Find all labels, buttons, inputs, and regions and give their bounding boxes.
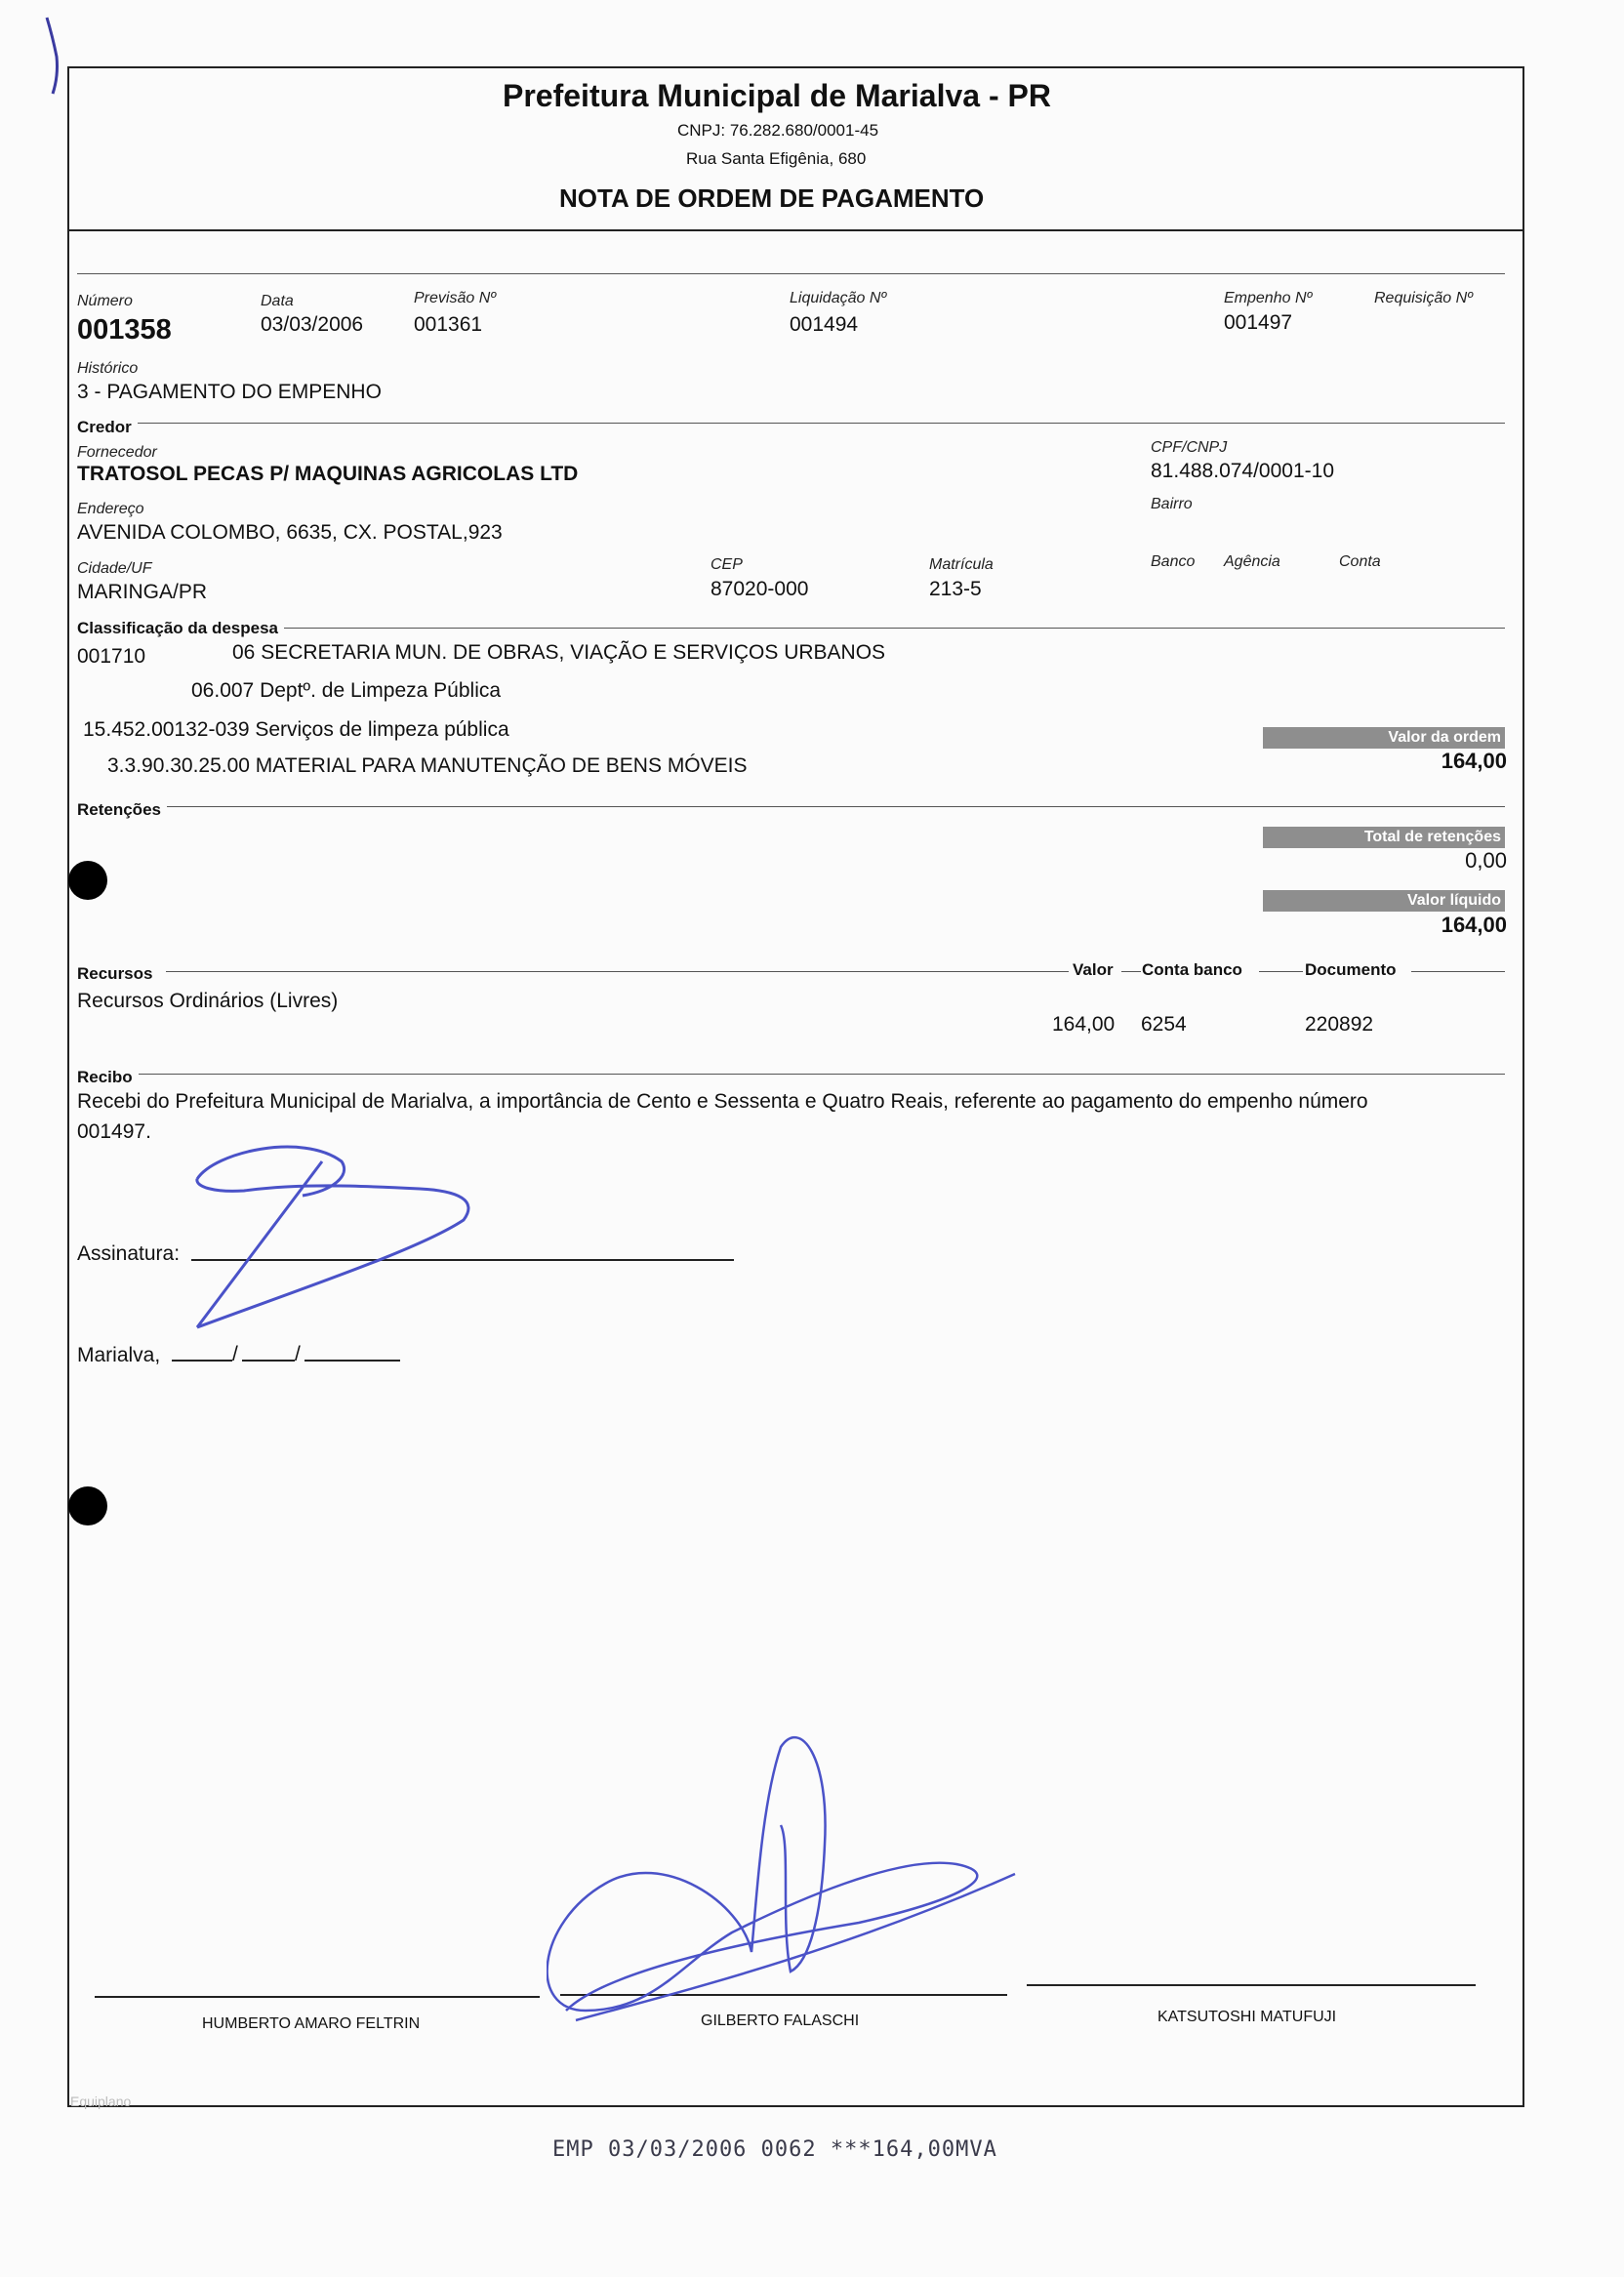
classificacao-natureza: 3.3.90.30.25.00 MATERIAL PARA MANUTENÇÃO DE BENS MÓVEIS xyxy=(107,754,748,777)
classificacao-unidade: 06.007 Deptº. de Limpeza Pública xyxy=(191,679,502,702)
authorizer-signature xyxy=(547,1728,1025,2030)
date-month-blank xyxy=(242,1360,295,1362)
recursos-rule-mid2 xyxy=(1259,971,1303,972)
total-retencoes-header: Total de retenções xyxy=(1263,827,1505,848)
classificacao-orgao: 06 SECRETARIA MUN. DE OBRAS, VIAÇÃO E SERVIÇOS URBANOS xyxy=(232,641,886,664)
recursos-section-title: Recursos xyxy=(77,964,158,984)
liquidacao-label: Liquidação Nº xyxy=(790,290,887,306)
credor-section-title: Credor xyxy=(77,418,138,437)
signatory-name-2: GILBERTO FALASCHI xyxy=(701,2013,860,2029)
requisicao-label: Requisição Nº xyxy=(1374,290,1473,306)
binder-hole-bottom xyxy=(68,1486,107,1525)
signatory-name-3: KATSUTOSHI MATUFUJI xyxy=(1157,2009,1337,2025)
matricula-value: 213-5 xyxy=(929,578,982,600)
valor-ordem-value: 164,00 xyxy=(1441,749,1507,773)
fornecedor-label: Fornecedor xyxy=(77,444,157,461)
historico-value: 3 - PAGAMENTO DO EMPENHO xyxy=(77,381,382,403)
cidade-value: MARINGA/PR xyxy=(77,581,208,603)
cpf-cnpj-value: 81.488.074/0001-10 xyxy=(1151,460,1335,482)
header-separator xyxy=(67,229,1524,231)
cep-label: CEP xyxy=(710,556,743,573)
recursos-rule-right xyxy=(1411,971,1505,972)
fornecedor-value: TRATOSOL PECAS P/ MAQUINAS AGRICOLAS LTD xyxy=(77,463,579,485)
data-label: Data xyxy=(261,293,294,309)
retencoes-section-title: Retenções xyxy=(77,800,167,820)
recursos-conta: 6254 xyxy=(1141,1013,1187,1036)
cidade-label: Cidade/UF xyxy=(77,560,152,577)
date-day-blank xyxy=(172,1360,232,1362)
recursos-valor: 164,00 xyxy=(1052,1013,1116,1036)
retencoes-rule xyxy=(77,806,1505,807)
recursos-rule-left xyxy=(166,971,1069,972)
local-data-label: Marialva, xyxy=(77,1344,161,1366)
classificacao-rule xyxy=(77,628,1505,629)
valor-ordem-header: Valor da ordem xyxy=(1263,727,1505,749)
classificacao-section-title: Classificação da despesa xyxy=(77,619,284,638)
classificacao-funcional: 15.452.00132-039 Serviços de limpeza pública xyxy=(83,718,509,741)
numero-value: 001358 xyxy=(77,314,172,346)
liquidacao-value: 001494 xyxy=(790,313,859,336)
previsao-value: 001361 xyxy=(414,313,483,336)
agencia-label: Agência xyxy=(1224,553,1280,570)
cpf-cnpj-label: CPF/CNPJ xyxy=(1151,439,1228,456)
date-sep-2: / xyxy=(295,1343,301,1365)
empenho-label: Empenho Nº xyxy=(1224,290,1313,306)
valor-liquido-value: 164,00 xyxy=(1441,913,1507,937)
recibo-text-line2: 001497. xyxy=(77,1120,151,1143)
banco-label: Banco xyxy=(1151,553,1196,570)
software-watermark: Equiplano xyxy=(70,2094,132,2109)
previsao-label: Previsão Nº xyxy=(414,290,497,306)
authentication-stamp: EMP 03/03/2006 0062 ***164,00MVA xyxy=(552,2137,997,2162)
issuer-address: Rua Santa Efigênia, 680 xyxy=(686,149,867,168)
historico-label: Histórico xyxy=(77,360,139,377)
date-year-blank xyxy=(304,1360,400,1362)
issuer-cnpj: CNPJ: 76.282.680/0001-45 xyxy=(677,121,879,140)
document-title: NOTA DE ORDEM DE PAGAMENTO xyxy=(559,183,985,213)
endereco-value: AVENIDA COLOMBO, 6635, CX. POSTAL,923 xyxy=(77,521,503,544)
numero-label: Número xyxy=(77,293,133,309)
signatory-line-1 xyxy=(95,1996,540,1998)
recursos-conta-header: Conta banco xyxy=(1142,960,1248,980)
ids-top-rule xyxy=(77,273,1505,274)
recursos-descricao: Recursos Ordinários (Livres) xyxy=(77,990,339,1012)
total-retencoes-value: 0,00 xyxy=(1465,848,1507,873)
signatory-line-3 xyxy=(1027,1984,1476,1986)
receipt-signature xyxy=(185,1132,478,1337)
classificacao-orgao-code: 001710 xyxy=(77,645,146,668)
credor-rule xyxy=(77,423,1505,424)
assinatura-label: Assinatura: xyxy=(77,1242,181,1265)
date-sep-1: / xyxy=(232,1343,238,1365)
recibo-text-line1: Recebi do Prefeitura Municipal de Marialva, a importância de Cento e Sessenta e Quatro Reais, referente ao pagamento do empenho número xyxy=(77,1090,1368,1113)
binder-hole-top xyxy=(68,861,107,900)
recibo-section-title: Recibo xyxy=(77,1068,139,1087)
recursos-documento-header: Documento xyxy=(1305,960,1402,980)
signatory-name-1: HUMBERTO AMARO FELTRIN xyxy=(202,2015,421,2032)
matricula-label: Matrícula xyxy=(929,556,994,573)
conta-label: Conta xyxy=(1339,553,1381,570)
recursos-valor-header: Valor xyxy=(1073,960,1119,980)
empenho-value: 001497 xyxy=(1224,311,1293,334)
issuer-title: Prefeitura Municipal de Marialva - PR xyxy=(503,78,1051,113)
recursos-rule-mid xyxy=(1121,971,1141,972)
data-value: 03/03/2006 xyxy=(261,313,364,336)
cep-value: 87020-000 xyxy=(710,578,809,600)
recibo-rule xyxy=(77,1074,1505,1075)
bairro-label: Bairro xyxy=(1151,496,1193,512)
recursos-documento: 220892 xyxy=(1305,1013,1374,1036)
endereco-label: Endereço xyxy=(77,501,144,517)
valor-liquido-header: Valor líquido xyxy=(1263,890,1505,912)
